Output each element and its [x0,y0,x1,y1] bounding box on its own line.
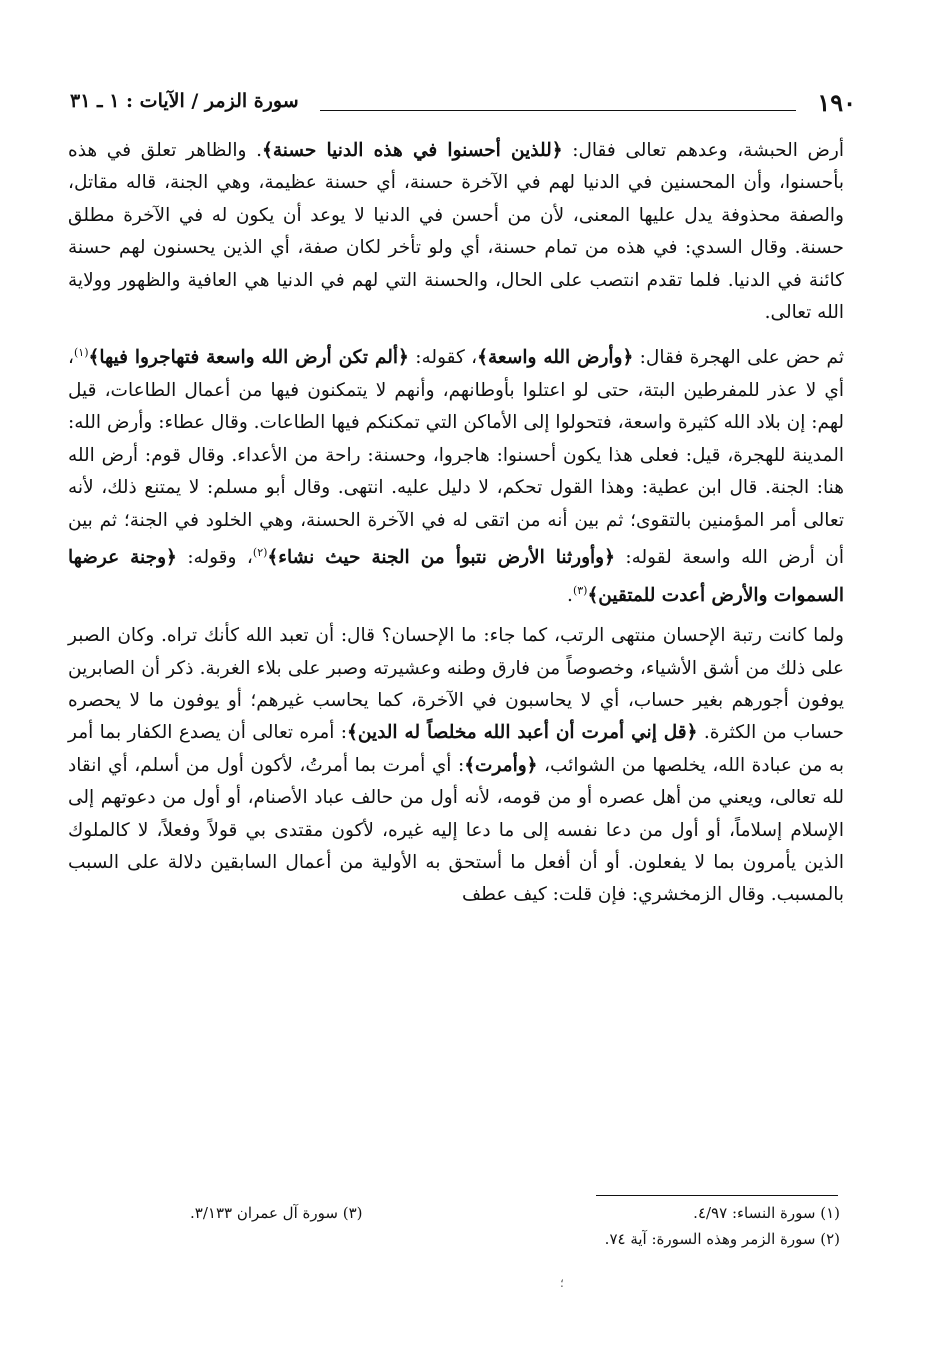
header-rule [320,110,796,111]
running-title: سورة الزمر / الآيات : ١ ـ ٣١ [70,90,299,112]
footnote-3: (٣) سورة آل عمران ٣/١٣٣. [190,1204,363,1222]
footnote-1: (١) سورة النساء: ٤/٩٧. [693,1204,840,1222]
footnotes [190,1200,840,1252]
text-run: ولما كانت رتبة الإحسان منتهى الرتب، كما جاء: ما الإحسان؟ قال: أن تعبد الله كأنك تراه. وكان الصبر على ذلك من أشق الأشياء، وخصوصاً من فارق وطنه وعشيرته وصبر على بلاء الغربة. ذكر أن الصابرين يوفون أجورهم بغير حساب، أي لا يحاسبون في الآخرة، كما يحاسب غيرهم؛ أو يوفون ما لا يحصره حساب من الكثرة. [68,625,844,744]
text-run: : أمره تعالى أن يصدع الكفار بما أمر به من عبادة الله، يخلصها من الشوائب، [68,722,844,776]
footnote-ref: (٢) [252,546,268,560]
text-run: : أي أمرت بما أمرتُ، لأكون أول من أسلم، أي انقاد لله تعالى، ويعني من أهل عصره أو من قومه، لأنه أول من حالف عباد الأصنام، أو أول من دعوتهم إلى الإسلام إسلاماً، أو أول من دعا نفسه إلى ما دعا إليه غيره، لأكون مقتدى بي قولاً وفعلاً، لا كالملوك الذين يأمرون بما لا يفعلون. أو أن أفعل ما أستحق به الأولية من أعمال السابقين دلالة على السبب بالمسبب. وقال الزمخشري: فإن قلت: كيف عطف [68,754,844,906]
footnote-row [190,1200,840,1226]
quran-quote: ﴿قل إني أمرت أن أعبد الله مخلصاً له الدين﴾ [347,722,698,744]
footnote-2: (٢) سورة الزمر وهذه السورة: آية ٧٤. [604,1230,840,1248]
text-run: ، كقوله: [408,347,478,369]
text-run: . والظاهر تعلق في هذه بأحسنوا، وأن المحسنين في الدنيا لهم في الآخرة حسنة، أي حسنة عظيمة، وهي الجنة، قاله مقاتل، والصفة محذوفة يدل عليها المعنى، لأن من أحسن في الدنيا لا يوعد أن يكون له في الآخرة مطلق حسنة. وقال السدي: في هذه من تمام حسنة، أي ولو تأخر لكان صفة، أي الذين يحسنون لهم حسنة كائنة في الدنيا. فلما تقدم انتصب على الحال، والحسنة التي لهم في الدنيا هي العافية والظهور وولاية الله تعالى. [68,140,844,324]
footnote-ref: (٣) [572,583,588,597]
quran-quote: ﴿للذين أحسنوا في هذه الدنيا حسنة﴾ [262,140,563,161]
footnote-separator [596,1195,838,1196]
paragraph [68,135,844,329]
paragraph [68,620,844,912]
quran-quote: ﴿وأمرت﴾ [464,754,538,776]
quran-quote: ﴿وجنة عرضها السموات والأرض أعدت للمتقين﴾ [68,547,844,606]
text-run: ، أي لا عذر للمفرطين البتة، حتى لو اعتلوا بأوطانهم، وأنهم لا يتمكنون فيها من أعمال الطاعات، قيل لهم: إن بلاد الله كثيرة واسعة، فتحولوا إلى الأماكن التي تمكنكم فيها الطاعات. وقال عطاء: وأرض الله: المدينة للهجرة، قيل: فعلى هذا يكون أحسنوا: هاجروا، وحسنة: راحة من الأعداء. وقال قوم: أرض الله هنا: الجنة. قال ابن عطية: وهذا القول تحكم، لا دليل عليه. انتهى. وقال أبو مسلم: لا يمتنع ذلك، لأنه تعالى أمر المؤمنين بالتقوى؛ ثم بين أنه من اتقى له في الآخرة الحسنة، وهي الخلود في الجنة؛ ثم بين أن أرض الله واسعة لقوله: [68,347,844,569]
text-run: . [567,584,573,606]
quran-quote: ﴿وأرض الله واسعة﴾ [477,347,634,369]
text-run: ثم حض على الهجرة فقال: [633,347,844,369]
quran-quote: ﴿ألم تكن أرض الله واسعة فتهاجروا فيها﴾ [88,347,409,369]
text-run: أرض الحبشة، وعدهم تعالى فقال: [562,140,844,161]
page-header [70,88,856,122]
footnote-row [190,1226,840,1252]
footnote-ref: (١) [73,346,89,360]
text-run: ، وقوله: [176,547,253,569]
paragraph [68,337,844,612]
quran-quote: ﴿وأورثنا الأرض نتبوأ من الجنة حيث نشاء﴾ [267,547,615,569]
main-text [68,135,844,912]
stray-mark: ؛ [560,1276,564,1290]
page-number: ١٩٠ [817,88,856,117]
